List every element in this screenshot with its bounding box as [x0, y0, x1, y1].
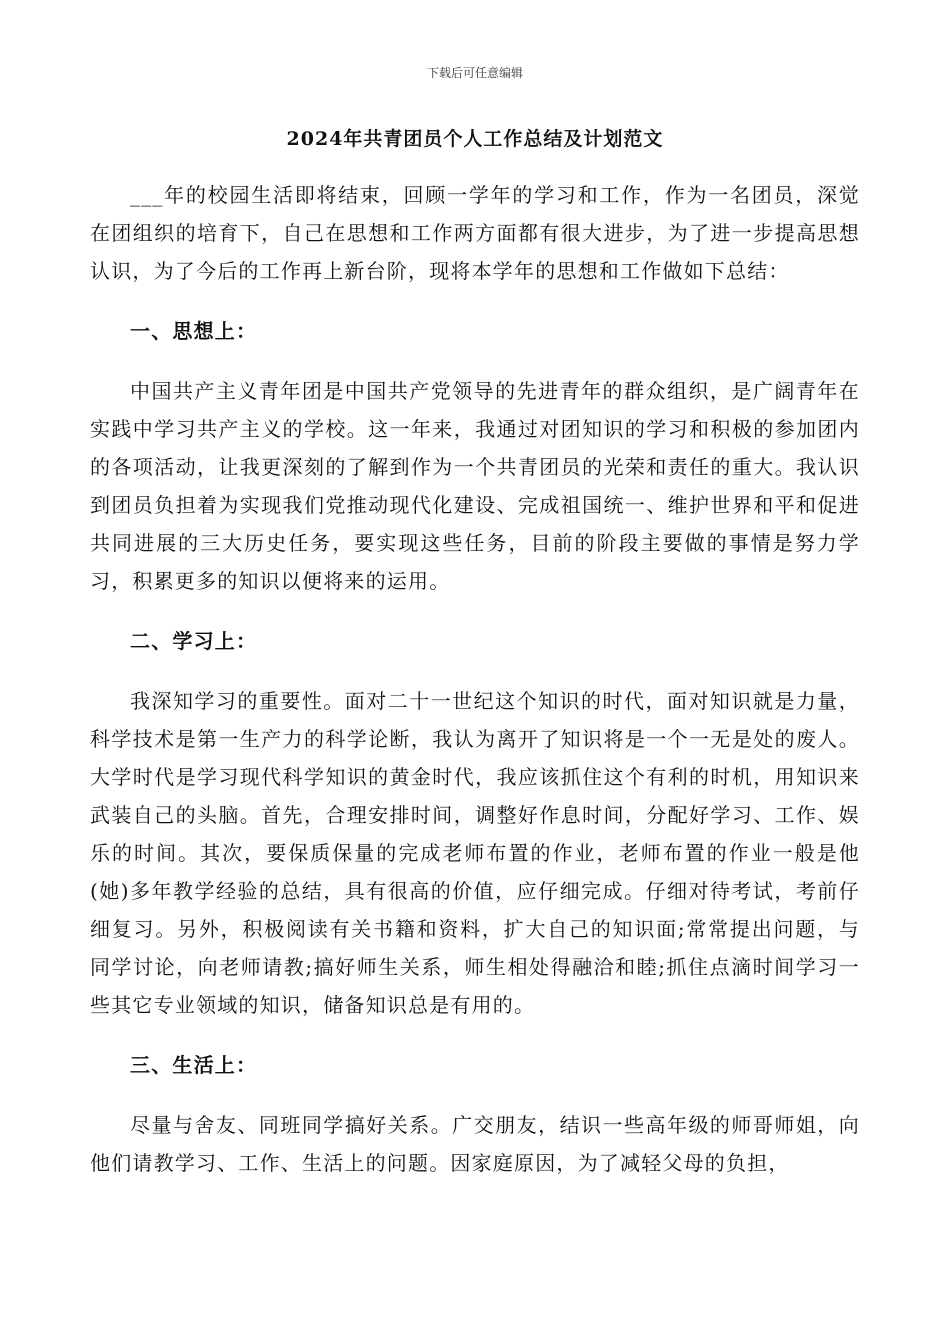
section-text-thought: 中国共产主义青年团是中国共产党领导的先进青年的群众组织，是广阔青年在实践中学习共产主义的学校。这一年来，我通过对团知识的学习和积极的参加团内的各项活动，让我更深刻的了解到作为一个共青团员的光荣和责任的重大。我认识到团员负担着为实现我们党推动现代化建设、完成祖国统一、维护世界和平和促进共同进展的三大历史任务，要实现这些任务，目前的阶段主要做的事情是努力学习，积累更多的知识以便将来的运用。: [90, 379, 860, 593]
section-heading-thought: 一、思想上：: [130, 319, 258, 343]
document-body: [90, 176, 860, 1182]
section-text-study: 我深知学习的重要性。面对二十一世纪这个知识的时代，面对知识就是力量，科学技术是第一生产力的科学论断，我认为离开了知识将是一个一无是处的废人。大学时代是学习现代科学知识的黄金时代，我应该抓住这个有利的时机，用知识来武装自己的头脑。首先，合理安排时间，调整好作息时间，分配好学习、工作、娱乐的时间。其次，要保质保量的完成老师布置的作业，老师布置的作业一般是他(她)多年教学经验的总结，具有很高的价值，应仔细完成。仔细对待考试，考前仔细复习。另外，积极阅读有关书籍和资料，扩大自己的知识面;常常提出问题，与同学讨论，向老师请教;搞好师生关系，师生相处得融洽和睦;抓住点滴时间学习一些其它专业领域的知识，储备知识总是有用的。: [90, 689, 860, 1017]
header-note: 下载后可任意编辑: [426, 66, 523, 80]
intro-paragraph: ___年的校园生活即将结束，回顾一学年的学习和工作，作为一名团员，深觉在团组织的培育下，自己在思想和工作两方面都有很大进步，为了进一步提高思想认识，为了今后的工作再上新台阶，现将本学年的思想和工作做如下总结：: [90, 183, 860, 283]
section-text-life: 尽量与舍友、同班同学搞好关系。广交朋友，结识一些高年级的师哥师姐，向他们请教学习、工作、生活上的问题。因家庭原因，为了减轻父母的负担，: [90, 1113, 860, 1175]
document-title: 2024年共青团员个人工作总结及计划范文: [286, 128, 664, 150]
section-heading-study: 二、学习上：: [130, 629, 258, 653]
section-heading-life: 三、生活上：: [130, 1053, 258, 1077]
